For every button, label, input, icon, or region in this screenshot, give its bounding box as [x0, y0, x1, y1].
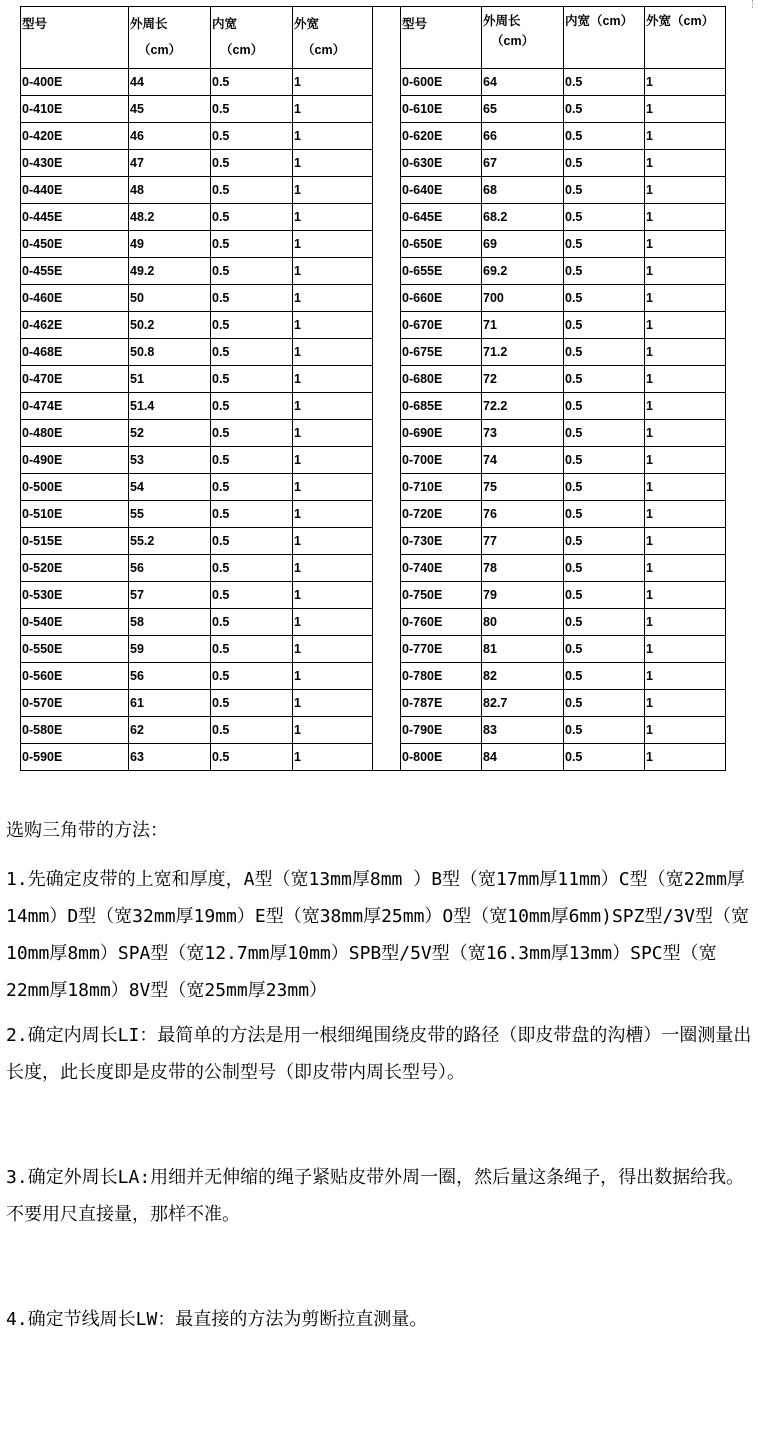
cell-outer-perimeter-right: 700	[482, 285, 564, 312]
cell-outer-width-right: 1	[645, 177, 726, 204]
cell-outer-perimeter-right: 66	[482, 123, 564, 150]
cell-outer-width-left: 1	[293, 285, 373, 312]
table-row	[21, 717, 726, 744]
cell-model-right: 0-730E	[401, 528, 482, 555]
table-row	[21, 123, 726, 150]
cell-outer-perimeter-right: 77	[482, 528, 564, 555]
cell-outer-perimeter-right: 78	[482, 555, 564, 582]
table-row	[21, 96, 726, 123]
cell-outer-width-left: 1	[293, 312, 373, 339]
cell-model-left: 0-410E	[21, 96, 129, 123]
cell-inner-width-right: 0.5	[564, 123, 645, 150]
table-row	[21, 447, 726, 474]
header-inner-width-left-label: 内宽	[212, 17, 238, 31]
column-gap	[373, 231, 401, 258]
cell-inner-width-right: 0.5	[564, 501, 645, 528]
cell-outer-width-right: 1	[645, 420, 726, 447]
cell-inner-width-right: 0.5	[564, 285, 645, 312]
cell-inner-width-right: 0.5	[564, 717, 645, 744]
column-gap	[373, 69, 401, 96]
table-row	[21, 501, 726, 528]
column-gap	[373, 744, 401, 771]
cell-outer-perimeter-left: 44	[129, 69, 211, 96]
cell-model-left: 0-445E	[21, 204, 129, 231]
column-gap	[373, 393, 401, 420]
cell-outer-width-right: 1	[645, 744, 726, 771]
cell-inner-width-left: 0.5	[211, 258, 293, 285]
column-gap	[373, 501, 401, 528]
cell-outer-width-left: 1	[293, 744, 373, 771]
cell-inner-width-right: 0.5	[564, 447, 645, 474]
cell-outer-width-right: 1	[645, 528, 726, 555]
cell-model-right: 0-640E	[401, 177, 482, 204]
table-row	[21, 555, 726, 582]
cell-inner-width-left: 0.5	[211, 393, 293, 420]
column-gap	[373, 312, 401, 339]
cell-inner-width-right: 0.5	[564, 150, 645, 177]
cell-outer-perimeter-left: 50.2	[129, 312, 211, 339]
table-row	[21, 393, 726, 420]
page-edge-mark	[752, 0, 760, 8]
cell-outer-width-right: 1	[645, 555, 726, 582]
cell-outer-width-right: 1	[645, 204, 726, 231]
header-outer-width-left	[293, 7, 373, 69]
cell-outer-width-right: 1	[645, 69, 726, 96]
cell-inner-width-right: 0.5	[564, 474, 645, 501]
cell-outer-perimeter-right: 82.7	[482, 690, 564, 717]
cell-outer-perimeter-left: 49.2	[129, 258, 211, 285]
cell-model-left: 0-500E	[21, 474, 129, 501]
table-header-row	[21, 7, 726, 69]
cell-inner-width-right: 0.5	[564, 366, 645, 393]
cell-inner-width-left: 0.5	[211, 690, 293, 717]
cell-model-right: 0-600E	[401, 69, 482, 96]
cell-inner-width-right: 0.5	[564, 339, 645, 366]
cell-model-left: 0-540E	[21, 609, 129, 636]
cell-outer-width-left: 1	[293, 501, 373, 528]
cell-inner-width-left: 0.5	[211, 96, 293, 123]
cell-outer-width-left: 1	[293, 204, 373, 231]
cell-model-right: 0-700E	[401, 447, 482, 474]
cell-inner-width-right: 0.5	[564, 69, 645, 96]
header-inner-width-right: 内宽（cm）	[564, 7, 645, 69]
cell-inner-width-right: 0.5	[564, 231, 645, 258]
cell-outer-perimeter-right: 82	[482, 663, 564, 690]
table-row	[21, 474, 726, 501]
cell-inner-width-right: 0.5	[564, 528, 645, 555]
cell-model-right: 0-630E	[401, 150, 482, 177]
column-gap	[373, 555, 401, 582]
cell-inner-width-right: 0.5	[564, 393, 645, 420]
cell-inner-width-left: 0.5	[211, 555, 293, 582]
cell-model-left: 0-450E	[21, 231, 129, 258]
cell-outer-perimeter-left: 57	[129, 582, 211, 609]
cell-outer-width-right: 1	[645, 339, 726, 366]
column-gap	[373, 447, 401, 474]
cell-inner-width-left: 0.5	[211, 312, 293, 339]
column-gap	[373, 366, 401, 393]
header-outer-perimeter-right	[482, 7, 564, 69]
cell-inner-width-left: 0.5	[211, 447, 293, 474]
cell-outer-width-left: 1	[293, 177, 373, 204]
table-row	[21, 663, 726, 690]
column-gap	[373, 339, 401, 366]
cell-model-left: 0-520E	[21, 555, 129, 582]
table-row	[21, 312, 726, 339]
column-gap	[373, 7, 401, 69]
cell-outer-perimeter-right: 84	[482, 744, 564, 771]
column-gap	[373, 96, 401, 123]
cell-model-left: 0-468E	[21, 339, 129, 366]
cell-outer-perimeter-left: 48	[129, 177, 211, 204]
cell-outer-width-left: 1	[293, 717, 373, 744]
cell-outer-width-left: 1	[293, 96, 373, 123]
cell-inner-width-left: 0.5	[211, 177, 293, 204]
note-step-1: 1.先确定皮带的上宽和厚度，A型（宽13mm厚8mm ）B型（宽17mm厚11mm）C型（宽22mm厚14mm）D型（宽32mm厚19mm）E型（宽38mm厚25mm）O型（宽10mm厚6mm)SPZ型/3V型（宽10mm厚8mm）SPA型（宽12.7mm厚10mm）SPB型/5V型（宽16.3mm厚13mm）SPC型（宽22mm厚18mm）8V型（宽25mm厚23mm）	[6, 869, 749, 1001]
cell-outer-perimeter-right: 71	[482, 312, 564, 339]
column-gap	[373, 420, 401, 447]
cell-outer-width-right: 1	[645, 690, 726, 717]
cell-model-left: 0-560E	[21, 663, 129, 690]
cell-outer-perimeter-right: 71.2	[482, 339, 564, 366]
cell-outer-width-right: 1	[645, 663, 726, 690]
cell-inner-width-left: 0.5	[211, 366, 293, 393]
cell-inner-width-right: 0.5	[564, 636, 645, 663]
cell-outer-width-right: 1	[645, 285, 726, 312]
cell-model-right: 0-690E	[401, 420, 482, 447]
cell-model-right: 0-790E	[401, 717, 482, 744]
cell-outer-perimeter-right: 68.2	[482, 204, 564, 231]
cell-outer-perimeter-right: 80	[482, 609, 564, 636]
cell-inner-width-right: 0.5	[564, 177, 645, 204]
header-inner-width-left-unit: （cm）	[220, 43, 264, 57]
cell-model-right: 0-680E	[401, 366, 482, 393]
cell-inner-width-right: 0.5	[564, 96, 645, 123]
header-outer-perimeter-left-label: 外周长	[130, 17, 168, 31]
cell-outer-perimeter-left: 53	[129, 447, 211, 474]
cell-inner-width-right: 0.5	[564, 312, 645, 339]
note-step-2: 2.确定内周长LI：最简单的方法是用一根细绳围绕皮带的路径（即皮带盘的沟槽）一圈测量出长度，此长度即是皮带的公制型号（即皮带内周长型号）。	[6, 1025, 752, 1083]
cell-outer-width-left: 1	[293, 366, 373, 393]
table-row	[21, 366, 726, 393]
cell-outer-width-left: 1	[293, 69, 373, 96]
cell-model-left: 0-430E	[21, 150, 129, 177]
table-row	[21, 636, 726, 663]
cell-outer-perimeter-left: 51.4	[129, 393, 211, 420]
table-row	[21, 285, 726, 312]
cell-outer-perimeter-left: 50	[129, 285, 211, 312]
table-row	[21, 339, 726, 366]
cell-inner-width-left: 0.5	[211, 231, 293, 258]
notes-title: 选购三角带的方法：	[6, 820, 168, 841]
cell-outer-width-left: 1	[293, 609, 373, 636]
cell-inner-width-left: 0.5	[211, 609, 293, 636]
column-gap	[373, 258, 401, 285]
cell-outer-perimeter-left: 55.2	[129, 528, 211, 555]
cell-inner-width-left: 0.5	[211, 474, 293, 501]
header-outer-perimeter-left	[129, 7, 211, 69]
cell-outer-perimeter-right: 67	[482, 150, 564, 177]
table-row	[21, 69, 726, 96]
header-inner-width-left	[211, 7, 293, 69]
cell-model-right: 0-675E	[401, 339, 482, 366]
cell-model-left: 0-462E	[21, 312, 129, 339]
cell-outer-width-right: 1	[645, 123, 726, 150]
cell-model-right: 0-760E	[401, 609, 482, 636]
cell-outer-width-right: 1	[645, 393, 726, 420]
header-model-left: 型号	[21, 7, 129, 69]
cell-model-left: 0-440E	[21, 177, 129, 204]
cell-model-right: 0-780E	[401, 663, 482, 690]
cell-outer-width-left: 1	[293, 393, 373, 420]
cell-outer-perimeter-left: 49	[129, 231, 211, 258]
cell-outer-width-left: 1	[293, 339, 373, 366]
cell-outer-perimeter-left: 46	[129, 123, 211, 150]
cell-inner-width-left: 0.5	[211, 501, 293, 528]
cell-outer-width-right: 1	[645, 231, 726, 258]
column-gap	[373, 285, 401, 312]
cell-outer-width-left: 1	[293, 582, 373, 609]
belt-selection-notes	[6, 812, 754, 1338]
cell-model-right: 0-740E	[401, 555, 482, 582]
cell-outer-width-left: 1	[293, 636, 373, 663]
cell-outer-width-right: 1	[645, 636, 726, 663]
cell-model-left: 0-455E	[21, 258, 129, 285]
column-gap	[373, 663, 401, 690]
table-row	[21, 258, 726, 285]
cell-outer-perimeter-left: 45	[129, 96, 211, 123]
column-gap	[373, 690, 401, 717]
cell-inner-width-left: 0.5	[211, 123, 293, 150]
cell-model-right: 0-660E	[401, 285, 482, 312]
cell-inner-width-right: 0.5	[564, 690, 645, 717]
cell-outer-width-right: 1	[645, 474, 726, 501]
cell-outer-width-left: 1	[293, 150, 373, 177]
cell-outer-perimeter-left: 54	[129, 474, 211, 501]
cell-outer-perimeter-right: 64	[482, 69, 564, 96]
cell-model-left: 0-480E	[21, 420, 129, 447]
cell-model-right: 0-800E	[401, 744, 482, 771]
cell-inner-width-left: 0.5	[211, 582, 293, 609]
cell-inner-width-right: 0.5	[564, 582, 645, 609]
column-gap	[373, 717, 401, 744]
table-row	[21, 177, 726, 204]
cell-outer-perimeter-left: 56	[129, 663, 211, 690]
column-gap	[373, 636, 401, 663]
cell-model-right: 0-710E	[401, 474, 482, 501]
cell-model-right: 0-787E	[401, 690, 482, 717]
cell-inner-width-right: 0.5	[564, 609, 645, 636]
cell-model-right: 0-620E	[401, 123, 482, 150]
cell-outer-width-right: 1	[645, 366, 726, 393]
cell-outer-perimeter-right: 69.2	[482, 258, 564, 285]
cell-model-right: 0-645E	[401, 204, 482, 231]
column-gap	[373, 177, 401, 204]
cell-inner-width-left: 0.5	[211, 528, 293, 555]
column-gap	[373, 609, 401, 636]
cell-model-left: 0-530E	[21, 582, 129, 609]
cell-model-left: 0-550E	[21, 636, 129, 663]
cell-outer-perimeter-left: 52	[129, 420, 211, 447]
cell-outer-perimeter-right: 65	[482, 96, 564, 123]
cell-inner-width-right: 0.5	[564, 204, 645, 231]
column-gap	[373, 528, 401, 555]
header-outer-perimeter-right-label: 外周长	[483, 14, 521, 28]
cell-model-right: 0-685E	[401, 393, 482, 420]
cell-outer-perimeter-left: 48.2	[129, 204, 211, 231]
header-outer-width-right: 外宽（cm）	[645, 7, 726, 69]
table-row	[21, 420, 726, 447]
cell-outer-perimeter-left: 61	[129, 690, 211, 717]
cell-outer-perimeter-left: 59	[129, 636, 211, 663]
cell-outer-width-right: 1	[645, 501, 726, 528]
cell-outer-perimeter-right: 72.2	[482, 393, 564, 420]
table-row	[21, 582, 726, 609]
cell-model-left: 0-490E	[21, 447, 129, 474]
cell-inner-width-left: 0.5	[211, 339, 293, 366]
cell-outer-perimeter-right: 74	[482, 447, 564, 474]
cell-inner-width-right: 0.5	[564, 663, 645, 690]
cell-model-right: 0-670E	[401, 312, 482, 339]
cell-outer-perimeter-left: 55	[129, 501, 211, 528]
cell-outer-width-left: 1	[293, 528, 373, 555]
cell-outer-perimeter-left: 56	[129, 555, 211, 582]
table-row	[21, 609, 726, 636]
column-gap	[373, 474, 401, 501]
cell-outer-width-left: 1	[293, 663, 373, 690]
table-row	[21, 150, 726, 177]
table-row	[21, 528, 726, 555]
cell-outer-width-right: 1	[645, 258, 726, 285]
cell-inner-width-left: 0.5	[211, 744, 293, 771]
cell-outer-perimeter-right: 72	[482, 366, 564, 393]
cell-outer-width-right: 1	[645, 582, 726, 609]
cell-model-right: 0-650E	[401, 231, 482, 258]
cell-outer-width-left: 1	[293, 123, 373, 150]
cell-inner-width-left: 0.5	[211, 150, 293, 177]
cell-outer-perimeter-left: 62	[129, 717, 211, 744]
cell-model-left: 0-400E	[21, 69, 129, 96]
cell-outer-perimeter-right: 69	[482, 231, 564, 258]
cell-outer-perimeter-left: 63	[129, 744, 211, 771]
table-row	[21, 231, 726, 258]
cell-outer-width-left: 1	[293, 690, 373, 717]
cell-outer-width-right: 1	[645, 96, 726, 123]
cell-model-right: 0-610E	[401, 96, 482, 123]
cell-outer-width-right: 1	[645, 312, 726, 339]
table-body	[21, 7, 726, 771]
cell-outer-perimeter-right: 81	[482, 636, 564, 663]
cell-outer-width-right: 1	[645, 609, 726, 636]
header-outer-perimeter-left-unit: （cm）	[138, 43, 182, 57]
cell-outer-perimeter-right: 83	[482, 717, 564, 744]
cell-outer-width-left: 1	[293, 258, 373, 285]
column-gap	[373, 123, 401, 150]
table-row	[21, 204, 726, 231]
cell-outer-width-left: 1	[293, 555, 373, 582]
cell-inner-width-left: 0.5	[211, 285, 293, 312]
cell-outer-width-right: 1	[645, 717, 726, 744]
cell-outer-width-right: 1	[645, 150, 726, 177]
cell-model-left: 0-420E	[21, 123, 129, 150]
note-step-4: 4.确定节线周长LW：最直接的方法为剪断拉直测量。	[6, 1309, 428, 1330]
cell-inner-width-right: 0.5	[564, 258, 645, 285]
header-outer-perimeter-right-unit: （cm）	[491, 34, 535, 48]
cell-outer-width-left: 1	[293, 231, 373, 258]
header-outer-width-left-label: 外宽	[294, 17, 320, 31]
column-gap	[373, 150, 401, 177]
header-model-right: 型号	[401, 7, 482, 69]
cell-outer-width-left: 1	[293, 447, 373, 474]
cell-outer-perimeter-right: 76	[482, 501, 564, 528]
cell-model-left: 0-570E	[21, 690, 129, 717]
cell-outer-perimeter-left: 58	[129, 609, 211, 636]
column-gap	[373, 582, 401, 609]
belt-size-table-container	[20, 6, 725, 798]
belt-size-table	[20, 6, 726, 771]
cell-outer-width-right: 1	[645, 447, 726, 474]
cell-model-left: 0-474E	[21, 393, 129, 420]
cell-outer-width-left: 1	[293, 420, 373, 447]
table-row	[21, 690, 726, 717]
cell-model-left: 0-470E	[21, 366, 129, 393]
cell-outer-perimeter-left: 47	[129, 150, 211, 177]
cell-inner-width-right: 0.5	[564, 555, 645, 582]
cell-inner-width-left: 0.5	[211, 420, 293, 447]
cell-outer-perimeter-right: 73	[482, 420, 564, 447]
cell-inner-width-left: 0.5	[211, 663, 293, 690]
cell-outer-perimeter-right: 68	[482, 177, 564, 204]
cell-model-right: 0-655E	[401, 258, 482, 285]
cell-outer-perimeter-right: 79	[482, 582, 564, 609]
cell-model-left: 0-460E	[21, 285, 129, 312]
cell-model-left: 0-590E	[21, 744, 129, 771]
cell-outer-width-left: 1	[293, 474, 373, 501]
note-step-3: 3.确定外周长LA:用细并无伸缩的绳子紧贴皮带外周一圈，然后量这条绳子，得出数据给我。不要用尺直接量，那样不准。	[6, 1167, 745, 1225]
cell-outer-perimeter-left: 51	[129, 366, 211, 393]
cell-model-right: 0-770E	[401, 636, 482, 663]
cell-model-left: 0-515E	[21, 528, 129, 555]
cell-inner-width-left: 0.5	[211, 69, 293, 96]
cell-model-right: 0-750E	[401, 582, 482, 609]
cell-model-left: 0-510E	[21, 501, 129, 528]
cell-inner-width-right: 0.5	[564, 744, 645, 771]
cell-outer-perimeter-right: 75	[482, 474, 564, 501]
cell-inner-width-left: 0.5	[211, 636, 293, 663]
column-gap	[373, 204, 401, 231]
header-outer-width-left-unit: （cm）	[302, 43, 346, 57]
cell-model-left: 0-580E	[21, 717, 129, 744]
cell-inner-width-left: 0.5	[211, 717, 293, 744]
cell-inner-width-right: 0.5	[564, 420, 645, 447]
cell-outer-perimeter-left: 50.8	[129, 339, 211, 366]
cell-model-right: 0-720E	[401, 501, 482, 528]
cell-inner-width-left: 0.5	[211, 204, 293, 231]
table-row	[21, 744, 726, 771]
